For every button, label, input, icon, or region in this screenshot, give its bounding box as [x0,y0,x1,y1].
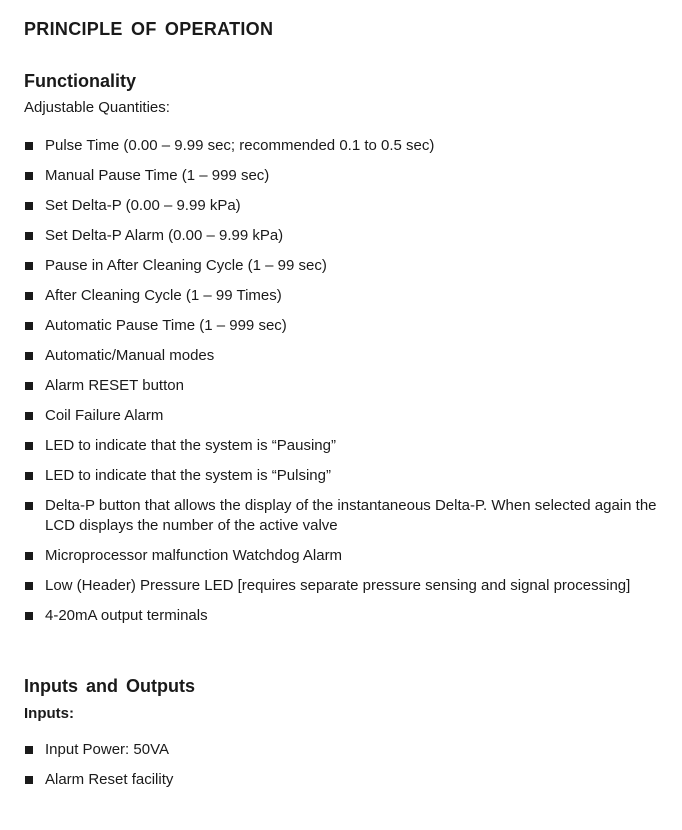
functionality-list [24,136,664,636]
list-item [24,196,664,216]
adjustable-quantities-label: Adjustable Quantities: [24,99,170,116]
functionality-heading: Functionality [24,71,136,91]
square-bullet-icon [25,582,33,590]
list-item-text: Low (Header) Pressure LED [requires separate pressure sensing and signal processing] [45,577,631,594]
list-item [24,436,664,456]
list-item-text: Alarm Reset facility [45,771,174,788]
square-bullet-icon [25,472,33,480]
list-item [24,576,664,596]
list-item-text: After Cleaning Cycle (1 – 99 Times) [45,287,282,304]
inputs-outputs-heading: Inputs and Outputs [24,676,195,696]
list-item-text: Alarm RESET button [45,377,184,394]
list-item-text: Automatic Pause Time (1 – 999 sec) [45,317,287,334]
square-bullet-icon [25,172,33,180]
list-item [24,740,664,760]
list-item-text: Automatic/Manual modes [45,347,215,364]
square-bullet-icon [25,322,33,330]
square-bullet-icon [25,352,33,360]
list-item [24,136,664,156]
list-item [24,466,664,486]
square-bullet-icon [25,746,33,754]
square-bullet-icon [25,292,33,300]
list-item-text: Pause in After Cleaning Cycle (1 – 99 sec) [45,257,327,274]
list-item [24,346,664,366]
list-item-text: Coil Failure Alarm [45,407,164,424]
page-title: PRINCIPLE OF OPERATION [24,19,274,39]
square-bullet-icon [25,232,33,240]
list-item-text: 4-20mA output terminals [45,607,208,624]
inputs-list [24,740,664,800]
list-item [24,770,664,790]
square-bullet-icon [25,442,33,450]
list-item [24,496,664,536]
square-bullet-icon [25,412,33,420]
list-item [24,316,664,336]
list-item [24,256,664,276]
square-bullet-icon [25,382,33,390]
inputs-label: Inputs: [24,705,74,722]
list-item-text: Delta-P button that allows the display of the instantaneous Delta-P. When selected again the LCD displays the number of the active valve [45,497,657,534]
list-item-text: Set Delta-P (0.00 – 9.99 kPa) [45,197,241,214]
square-bullet-icon [25,612,33,620]
list-item-text: LED to indicate that the system is “Pulsing” [45,467,331,484]
list-item-text: Manual Pause Time (1 – 999 sec) [45,167,270,184]
list-item [24,166,664,186]
list-item-text: Pulse Time (0.00 – 9.99 sec; recommended 0.1 to 0.5 sec) [45,137,435,154]
list-item [24,376,664,396]
list-item-text: LED to indicate that the system is “Pausing” [45,437,336,454]
square-bullet-icon [25,776,33,784]
list-item [24,226,664,246]
list-item [24,606,664,626]
square-bullet-icon [25,262,33,270]
square-bullet-icon [25,142,33,150]
list-item-text: Input Power: 50VA [45,741,169,758]
list-item [24,286,664,306]
square-bullet-icon [25,502,33,510]
square-bullet-icon [25,202,33,210]
square-bullet-icon [25,552,33,560]
list-item [24,406,664,426]
list-item-text: Microprocessor malfunction Watchdog Alarm [45,547,343,564]
list-item-text: Set Delta-P Alarm (0.00 – 9.99 kPa) [45,227,284,244]
list-item [24,546,664,566]
